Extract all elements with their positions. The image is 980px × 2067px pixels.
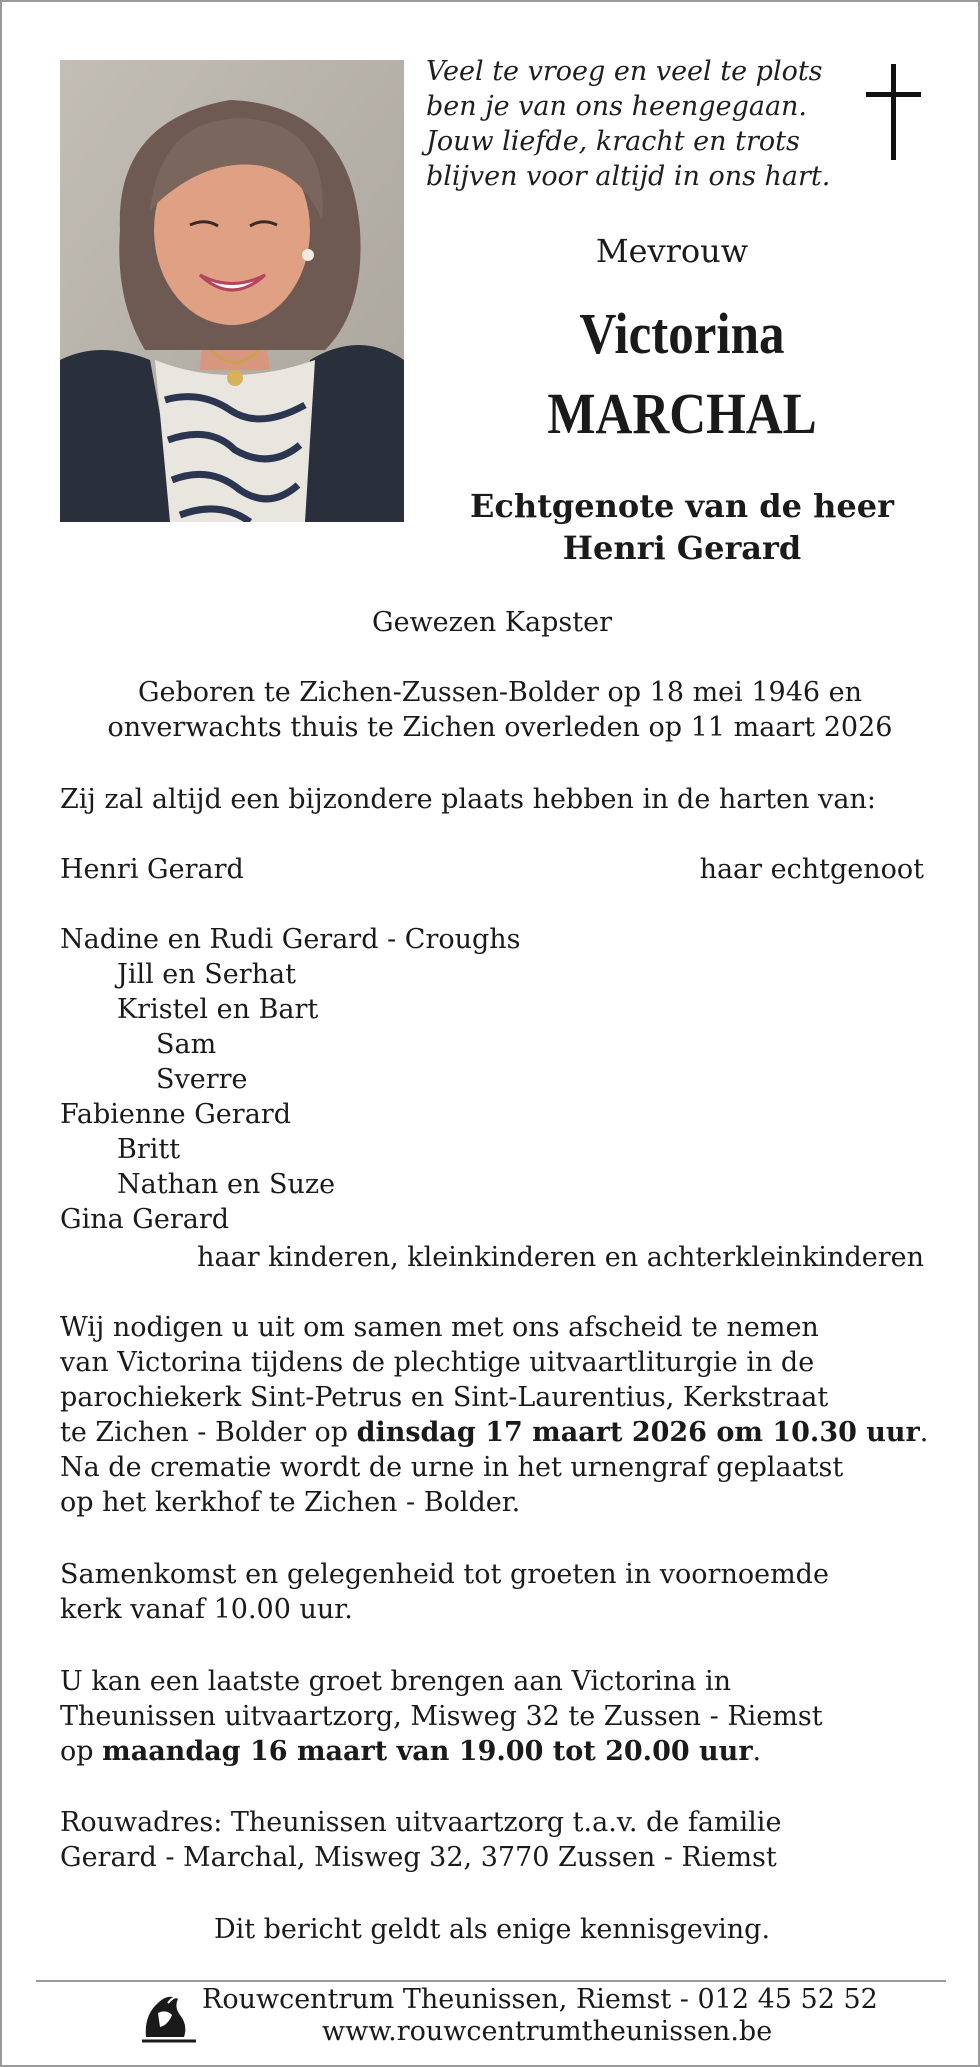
honorific: Mevrouw xyxy=(595,232,749,270)
spouse-row-role: haar echtgenoot xyxy=(699,854,924,885)
profession: Gewezen Kapster xyxy=(372,607,612,638)
poem-line: Veel te vroeg en veel te plots xyxy=(426,56,823,87)
family-closing: haar kinderen, kleinkinderen en achterkleinkinderen xyxy=(197,1242,924,1273)
visit-line: U kan een laatste groet brengen aan Victorina in xyxy=(60,1666,731,1697)
funeral-home-logo-icon xyxy=(138,1985,200,2047)
birth-line: Geboren te Zichen-Zussen-Bolder op 18 mei 1946 en xyxy=(137,677,863,708)
funeral-line: Na de crematie wordt de urne in het urnengraf geplaatst xyxy=(60,1452,844,1483)
spouse-block xyxy=(442,485,922,569)
notice: Dit bericht geldt als enige kennisgeving. xyxy=(213,1914,771,1945)
gathering-line: Samenkomst en gelegenheid tot groeten in voornoemde xyxy=(60,1559,829,1590)
gathering-paragraph xyxy=(60,1557,940,1627)
spouse-row-name: Henri Gerard xyxy=(60,854,244,885)
portrait-photo xyxy=(60,60,404,522)
gathering-line: kerk vanaf 10.00 uur. xyxy=(60,1594,353,1625)
funeral-paragraph xyxy=(60,1310,940,1520)
address-line: Gerard - Marchal, Misweg 32, 3770 Zussen - Riemst xyxy=(60,1842,777,1873)
spouse-name: Henri Gerard xyxy=(562,529,802,567)
family-member: Kristel en Bart xyxy=(117,994,319,1025)
funeral-line: parochiekerk Sint-Petrus en Sint-Laurentius, Kerkstraat xyxy=(60,1382,829,1413)
family-member: Britt xyxy=(117,1134,181,1165)
death-line: onverwachts thuis te Zichen overleden op 11 maart 2026 xyxy=(107,712,893,743)
cross-icon xyxy=(864,64,924,160)
funeral-date: dinsdag 17 maart 2026 om 10.30 uur xyxy=(356,1417,920,1448)
funeral-line: Wij nodigen u uit om samen met ons afscheid te nemen xyxy=(60,1312,819,1343)
spouse-line: Echtgenote van de heer xyxy=(470,487,894,525)
family-member: Gina Gerard xyxy=(60,1204,230,1235)
funeral-text: . xyxy=(919,1417,929,1448)
birth-death-info xyxy=(2,675,980,745)
poem-line: ben je van ons heengegaan. xyxy=(426,91,808,122)
poem-line: Jouw liefde, kracht en trots xyxy=(426,126,800,157)
visit-text: op xyxy=(60,1736,103,1767)
funeral-text: te Zichen - Bolder op xyxy=(60,1417,357,1448)
visit-paragraph xyxy=(60,1664,940,1769)
visit-line xyxy=(60,1734,940,1769)
poem xyxy=(426,54,846,194)
visit-date: maandag 16 maart van 19.00 tot 20.00 uur xyxy=(102,1736,753,1767)
funeral-line xyxy=(60,1415,940,1450)
funeral-line: op het kerkhof te Zichen - Bolder. xyxy=(60,1487,521,1518)
first-name: Victorina xyxy=(579,301,785,366)
family-member: Nadine en Rudi Gerard - Croughs xyxy=(60,924,521,955)
spouse-row xyxy=(60,852,924,887)
family-intro: Zij zal altijd een bijzondere plaats hebben in de harten van: xyxy=(60,784,876,815)
family-member: Sverre xyxy=(156,1064,248,1095)
address-paragraph xyxy=(60,1805,940,1875)
poem-line: blijven voor altijd in ons hart. xyxy=(426,161,831,192)
funeral-line: van Victorina tijdens de plechtige uitvaartliturgie in de xyxy=(60,1347,815,1378)
portrait-illustration xyxy=(60,60,404,522)
family-member: Fabienne Gerard xyxy=(60,1099,291,1130)
address-line: Rouwadres: Theunissen uitvaartzorg t.a.v. de familie xyxy=(60,1807,782,1838)
footer-divider xyxy=(36,1980,946,1982)
visit-line: Theunissen uitvaartzorg, Misweg 32 te Zussen - Riemst xyxy=(60,1701,823,1732)
family-member: Sam xyxy=(156,1029,217,1060)
footer-website[interactable]: www.rouwcentrumtheunissen.be xyxy=(322,2016,773,2047)
visit-text: . xyxy=(752,1736,762,1767)
footer-contact: Rouwcentrum Theunissen, Riemst - 012 45 52 52 xyxy=(202,1984,878,2015)
family-list xyxy=(60,922,521,1237)
family-member: Jill en Serhat xyxy=(117,959,296,990)
family-member: Nathan en Suze xyxy=(117,1169,336,1200)
last-name: MARCHAL xyxy=(547,381,817,446)
